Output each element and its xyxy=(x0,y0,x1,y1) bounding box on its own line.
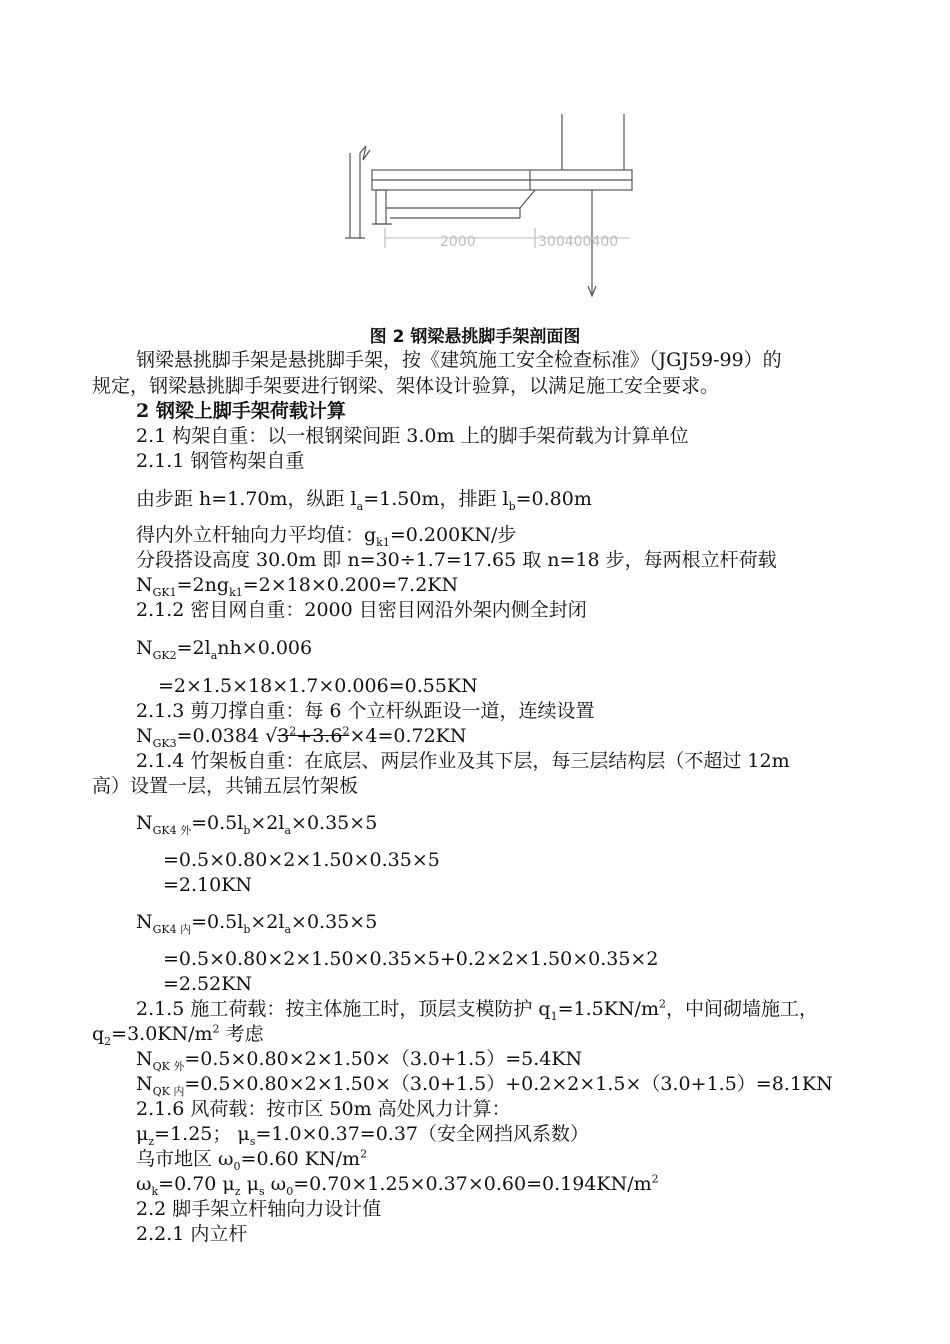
cantilever-section-drawing xyxy=(330,108,650,303)
text-line: 分段搭设高度 30.0m 即 n=30÷1.7=17.65 取 n=18 步，每两根立杆荷载 xyxy=(136,549,777,571)
text-line: 2.1.1 钢管构架自重 xyxy=(136,450,305,472)
formula-line: $N_{GK2}=2l_anh\times 0.006$ xyxy=(136,637,313,662)
text-line: 钢梁悬挑脚手架是悬挑脚手架，按《建筑施工安全检查标准》（JGJ59-99）的 xyxy=(136,349,782,371)
formula-line: 乌市地区 $\omega_0=0.60$ $KN/m^2$ xyxy=(136,1147,368,1173)
formula-line: 得内外立杆轴向力平均值：$g_{k1}=0.200KN/$步 xyxy=(136,524,517,549)
text-line: 2.1.3 剪刀撑自重：每 6 个立杆纵距设一道，连续设置 xyxy=(136,700,595,722)
dim-label-300400400: 300400400 xyxy=(538,234,619,250)
formula-line: $N_{QK 内}=0.5\times 0.80\times 2\times 1.50\times(3.0+1.5)+0.2\times 2\times 1.5\times(3.0+1.5)=8.1KN$ xyxy=(136,1073,833,1098)
text-line: 2.2 脚手架立杆轴向力设计值 xyxy=(136,1198,382,1220)
formula-line: $N_{GK1}=2ng_{k1}=2\times 18\times 0.200=7.2KN$ xyxy=(136,574,459,599)
text-line: 2.1.2 密目网自重：2000 目密目网沿外架内侧全封闭 xyxy=(136,599,587,621)
formula-line: $N_{QK 外}=0.5\times 0.80\times 2\times 1.50\times(3.0+1.5)=5.4KN$ xyxy=(136,1048,583,1073)
text-line: 2.1.6 风荷载：按市区 50m 高处风力计算： xyxy=(136,1098,511,1120)
text-line: 2.2.1 内立杆 xyxy=(136,1223,248,1245)
formula-line: 由步距 h=1.70m，纵距 $l_a=1.50m$，排距 $l_b=0.80m$ xyxy=(136,488,592,513)
dim-label-2000: 2000 xyxy=(440,234,476,250)
formula-line: =2.10KN xyxy=(163,874,253,896)
text-line: 规定，钢梁悬挑脚手架要进行钢梁、架体设计验算，以满足施工安全要求。 xyxy=(92,375,720,397)
formula-line: 2.1.5 施工荷载：按主体施工时，顶层支模防护 $q_1=1.5KN/m^2$，中间砌墙施工， xyxy=(136,997,818,1023)
formula-line: =0.5×0.80×2×1.50×0.35×5 xyxy=(163,849,440,871)
figure-caption: 图 2 钢梁悬挑脚手架剖面图 xyxy=(369,327,581,347)
formula-line: =2×1.5×18×1.7×0.006=0.55KN xyxy=(158,675,478,697)
formula-line: $N_{GK4 内}=0.5l_b\times 2l_a\times 0.35\times 5$ xyxy=(136,911,378,936)
formula-line: =0.5×0.80×2×1.50×0.35×5+0.2×2×1.50×0.35×2 xyxy=(163,948,659,970)
formula-line: $N_{GK3}=0.0384$ $√3^2+3.6^2\times 4=0.72KN$ xyxy=(136,724,467,750)
drawing-lines xyxy=(345,114,632,296)
formula-line: $\omega_k=0.70$ $\mu_z$ $\mu_s$ $\omega_0=0.70\times 1.25\times 0.37\times 0.60=0.194KN/m^2$ xyxy=(136,1172,659,1198)
text-line: 2.1 构架自重：以一根钢梁间距 3.0m 上的脚手架荷载为计算单位 xyxy=(136,425,689,447)
formula-line: $N_{GK4 外}=0.5l_b\times 2l_a\times 0.35\times 5$ xyxy=(136,812,378,837)
section-heading: 2 钢梁上脚手架荷载计算 xyxy=(136,400,346,422)
text-line: 2.1.4 竹架板自重：在底层、两层作业及其下层，每三层结构层（不超过 12m xyxy=(136,750,790,772)
formula-line: =2.52KN xyxy=(163,973,253,995)
formula-line: $q_2=3.0KN/m^2$ 考虑 xyxy=(92,1022,264,1048)
formula-line: $\mu_z=1.25$； $\mu_s=1.0\times 0.37=0.37$（安全网挡风系数） xyxy=(136,1123,590,1148)
text-line: 高）设置一层，共铺五层竹架板 xyxy=(92,775,359,797)
